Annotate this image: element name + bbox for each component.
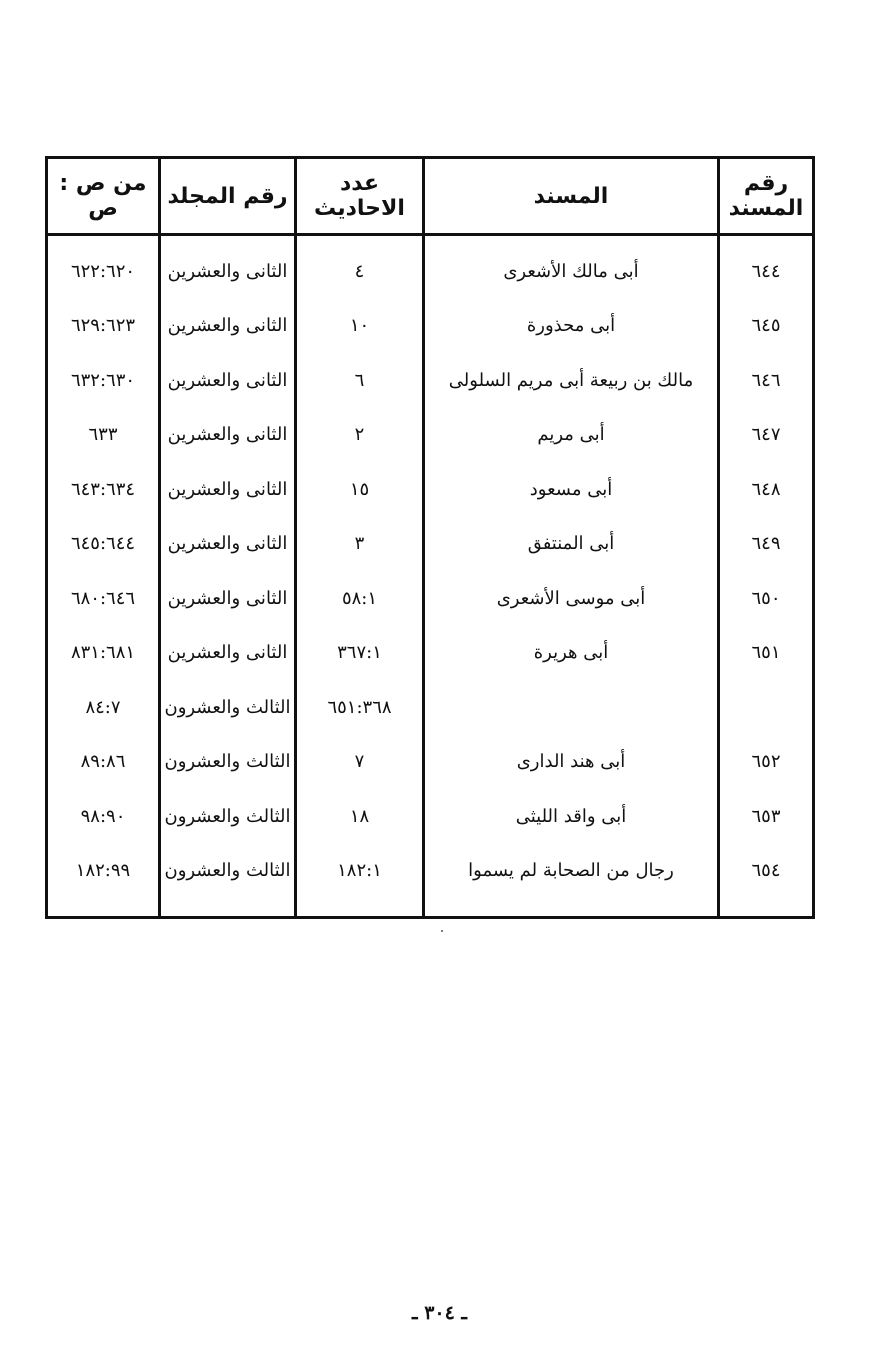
hadith-count-cell: ١٨٢:١ [296, 844, 424, 918]
hadith-count-cell: ٦ [296, 353, 424, 408]
volume-cell: الثالث والعشرون [160, 789, 296, 844]
table-row [47, 235, 814, 299]
pages-cell: ٦٤٥:٦٤٤ [70, 533, 136, 555]
volume-cell: الثانى والعشرين [160, 571, 296, 626]
volume-cell: الثانى والعشرين [160, 626, 296, 681]
musnad-number-cell: ٦٤٨ [719, 462, 814, 517]
pages-cell: ٦٨٠:٦٤٦ [70, 587, 136, 609]
hadith-count-cell: ٤ [296, 235, 424, 299]
header-musnad: المسند [424, 158, 719, 235]
pages-cell: ٩٨:٩٠ [80, 805, 126, 827]
hadith-count-cell: ١٥ [296, 462, 424, 517]
musnad-name-cell: أبى مسعود [424, 462, 719, 517]
volume-cell: الثانى والعشرين [160, 517, 296, 572]
musnad-number-cell: ٦٤٧ [719, 408, 814, 463]
musnad-number-cell: ٦٥٢ [719, 735, 814, 790]
table-row [47, 299, 814, 354]
volume-cell: الثالث والعشرون [160, 735, 296, 790]
pages-cell: ٦٢٢:٦٢٠ [70, 260, 136, 282]
table-body [47, 235, 814, 918]
hadith-count-cell: ٥٨:١ [296, 571, 424, 626]
table-row [47, 626, 814, 681]
musnad-name-cell: أبى مريم [424, 408, 719, 463]
musnad-name-cell: أبى مالك الأشعرى [424, 235, 719, 299]
musnad-name-cell: أبى هريرة [424, 626, 719, 681]
volume-cell: الثالث والعشرون [160, 680, 296, 735]
hadith-count-cell: ٧ [296, 735, 424, 790]
pages-cell: ٨٤:٧ [85, 696, 121, 718]
table-row [47, 571, 814, 626]
musnad-name-cell: أبى موسى الأشعرى [424, 571, 719, 626]
table-row [47, 353, 814, 408]
musnad-number-cell: ٦٥٣ [719, 789, 814, 844]
header-volume: رقم المجلد [160, 158, 296, 235]
pages-cell: ٦٣٣ [88, 424, 118, 446]
musnad-index-table [45, 156, 815, 919]
volume-cell: الثانى والعشرين [160, 299, 296, 354]
pages-cell: ٦٤٣:٦٣٤ [70, 478, 136, 500]
table-row [47, 517, 814, 572]
musnad-name-cell: أبى واقد الليثى [424, 789, 719, 844]
volume-cell: الثانى والعشرين [160, 408, 296, 463]
musnad-number-cell: ٦٥١ [719, 626, 814, 681]
volume-cell: الثالث والعشرون [160, 844, 296, 918]
musnad-name-cell: رجال من الصحابة لم يسموا [424, 844, 719, 918]
musnad-name-cell [424, 680, 719, 735]
hadith-count-cell: ٣ [296, 517, 424, 572]
hadith-count-cell: ١٨ [296, 789, 424, 844]
musnad-name-cell: مالك بن ربيعة أبى مريم السلولى [424, 353, 719, 408]
pages-cell: ٨٣١:٦٨١ [70, 642, 136, 664]
musnad-number-cell: ٦٥٤ [719, 844, 814, 918]
table-row [47, 408, 814, 463]
table-row [47, 735, 814, 790]
musnad-number-cell: ٦٥٠ [719, 571, 814, 626]
musnad-number-cell: ٦٤٤ [719, 235, 814, 299]
musnad-number-cell: ٦٤٦ [719, 353, 814, 408]
pages-cell: ١٨٢:٩٩ [75, 860, 131, 882]
scan-speck [441, 930, 443, 932]
volume-cell: الثانى والعشرين [160, 353, 296, 408]
musnad-name-cell: أبى هند الدارى [424, 735, 719, 790]
volume-cell: الثانى والعشرين [160, 462, 296, 517]
header-musnad-number: رقم المسند [719, 158, 814, 235]
musnad-number-cell: ٦٤٥ [719, 299, 814, 354]
musnad-name-cell: أبى المنتفق [424, 517, 719, 572]
table-row [47, 844, 814, 918]
pages-cell: ٦٣٢:٦٣٠ [70, 369, 136, 391]
pages-cell: ٦٢٩:٦٢٣ [70, 315, 136, 337]
hadith-count-cell: ٢ [296, 408, 424, 463]
header-hadith-count: عدد الاحاديث [296, 158, 424, 235]
table-row [47, 462, 814, 517]
musnad-number-cell: ٦٤٩ [719, 517, 814, 572]
page-number: ـ ٣٠٤ ـ [412, 1302, 467, 1324]
table-header [47, 158, 814, 235]
header-pages: من ص : ص [47, 158, 160, 235]
header-row [47, 158, 814, 235]
table-row [47, 680, 814, 735]
volume-cell: الثانى والعشرين [160, 235, 296, 299]
pages-cell: ٨٩:٨٦ [80, 751, 126, 773]
musnad-name-cell: أبى محذورة [424, 299, 719, 354]
hadith-count-cell: ٦٥١:٣٦٨ [296, 680, 424, 735]
table-row [47, 789, 814, 844]
hadith-count-cell: ٣٦٧:١ [296, 626, 424, 681]
musnad-number-cell [719, 680, 814, 735]
hadith-count-cell: ١٠ [296, 299, 424, 354]
